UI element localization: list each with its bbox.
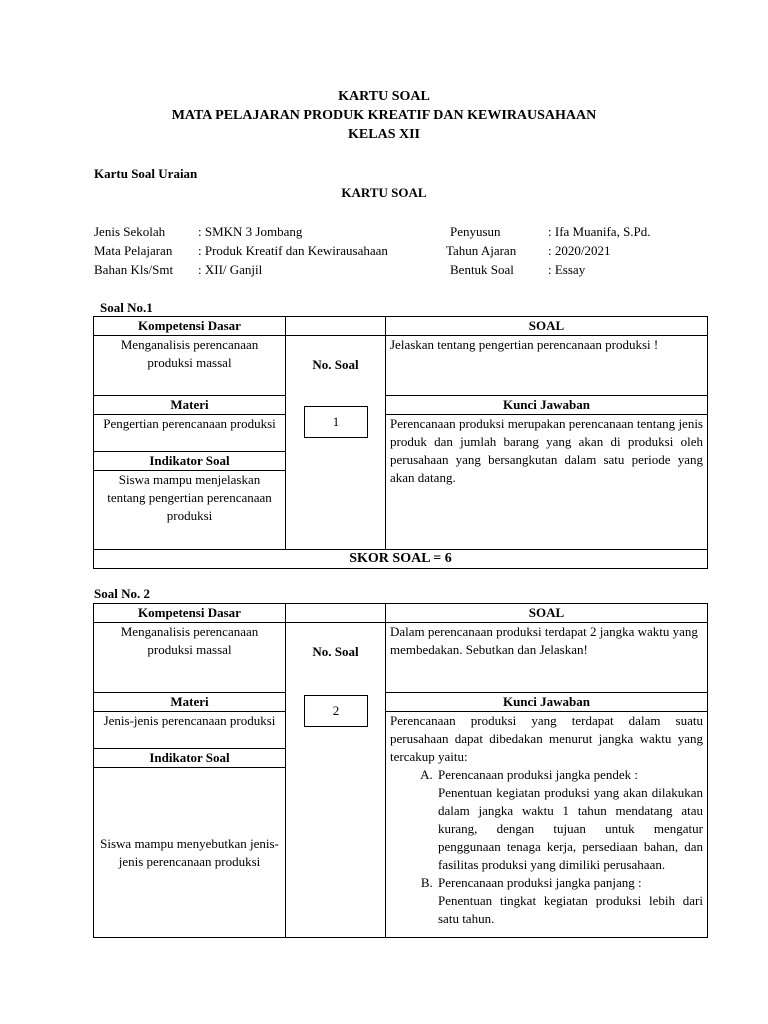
kunci-text: Perencanaan produksi merupakan perencanaan tentang jenis produk dan jumlah barang yang akan di produksi oleh perusahaan yang bersangkutan dalam satu periode yang akan datang. (386, 415, 708, 550)
info-label: Jenis Sekolah (94, 224, 166, 239)
kunci-item-title: B. Perencanaan produksi jangka panjang : (438, 875, 642, 890)
kunci-item-body: Penentuan tingkat kegiatan produksi lebih dari satu tahun. (438, 893, 703, 926)
no-soal-label: No. Soal (312, 644, 359, 659)
kompetensi-text: Menganalisis perencanaan produksi massal (94, 336, 286, 396)
soal-text: Dalam perencanaan produksi terdapat 2 jangka waktu yang membedakan. Sebutkan dan Jelaskan! (386, 623, 708, 693)
info-label: Bahan Kls/Smt (94, 262, 174, 277)
materi-header: Materi (94, 396, 286, 415)
document-subject: MATA PELAJARAN PRODUK KREATIF DAN KEWIRAUSAHAAN (171, 108, 597, 123)
info-value: : Essay (548, 262, 586, 277)
kompetensi-text: Menganalisis perencanaan produksi massal (94, 623, 286, 693)
kunci-intro: Perencanaan produksi yang terdapat dalam suatu perusahaan dapat dibedakan menurut jangka waktu yang tercakup yaitu: (390, 713, 703, 764)
indikator-text: Siswa mampu menjelaskan tentang pengertian perencanaan produksi (94, 471, 286, 550)
kunci-header: Kunci Jawaban (386, 396, 708, 415)
indikator-header: Indikator Soal (94, 452, 286, 471)
info-label: Mata Pelajaran (94, 243, 173, 258)
no-soal-header-cell (286, 317, 386, 336)
soal-card-2 (93, 603, 708, 938)
info-label: Tahun Ajaran (446, 243, 517, 258)
list-item (436, 766, 703, 874)
kunci-item-title: A. Perencanaan produksi jangka pendek : (438, 767, 638, 782)
card-title: KARTU SOAL (341, 185, 427, 200)
info-value: : Ifa Muanifa, S.Pd. (548, 224, 651, 239)
kunci-cell (386, 712, 708, 938)
kunci-header: Kunci Jawaban (386, 693, 708, 712)
kunci-item-body: Penentuan kegiatan produksi yang akan dilakukan dalam jangka waktu 1 tahun mendatang atau kurang, dengan tujuan untuk mengatur penggunaan tenaga kerja, persediaan bahan, dan fasilitas produksi yang dimiliki perusahaan. (438, 785, 703, 872)
materi-text: Jenis-jenis perencanaan produksi (94, 712, 286, 749)
soal-label: Soal No. 2 (94, 586, 150, 601)
indikator-text: Siswa mampu menyebutkan jenis-jenis perencanaan produksi (94, 768, 286, 938)
no-soal-header-cell (286, 604, 386, 623)
document-title: KARTU SOAL (338, 89, 430, 104)
skor-soal: SKOR SOAL = 6 (94, 550, 708, 569)
indikator-header: Indikator Soal (94, 749, 286, 768)
no-soal-label: No. Soal (312, 357, 359, 372)
info-value: : Produk Kreatif dan Kewirausahaan (198, 243, 388, 258)
no-soal-cell (286, 623, 386, 938)
info-label: Bentuk Soal (450, 262, 514, 277)
list-item (436, 874, 703, 928)
info-value: : SMKN 3 Jombang (198, 224, 303, 239)
info-value: : XII/ Ganjil (198, 262, 263, 277)
no-soal-number: 2 (304, 695, 368, 727)
document-class: KELAS XII (348, 127, 420, 142)
kompetensi-header: Kompetensi Dasar (94, 317, 286, 336)
soal-header: SOAL (386, 317, 708, 336)
section-label: Kartu Soal Uraian (94, 166, 198, 181)
no-soal-cell (286, 336, 386, 550)
kompetensi-header: Kompetensi Dasar (94, 604, 286, 623)
soal-label: Soal No.1 (100, 300, 153, 315)
info-value: : 2020/2021 (548, 243, 611, 258)
kunci-list (390, 766, 703, 928)
info-label: Penyusun (450, 224, 501, 239)
no-soal-number: 1 (304, 406, 368, 438)
soal-text: Jelaskan tentang pengertian perencanaan produksi ! (386, 336, 708, 396)
soal-header: SOAL (386, 604, 708, 623)
materi-header: Materi (94, 693, 286, 712)
soal-card-1 (93, 316, 708, 569)
materi-text: Pengertian perencanaan produksi (94, 415, 286, 452)
